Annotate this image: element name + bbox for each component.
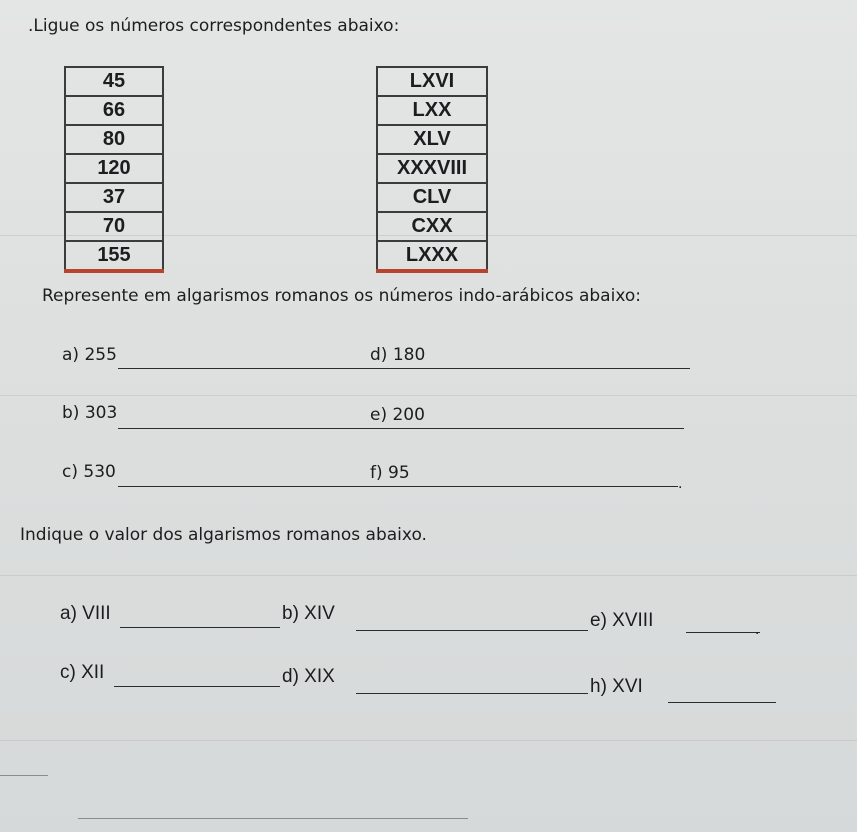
number-cell: 37 xyxy=(65,183,163,212)
table-row xyxy=(65,212,487,241)
number-cell: 45 xyxy=(65,67,163,96)
table-row xyxy=(65,241,487,271)
paper-fold xyxy=(0,575,857,576)
table-row xyxy=(65,154,487,183)
answer-line[interactable] xyxy=(118,486,678,487)
answer-line[interactable] xyxy=(686,632,760,633)
roman-cell: XXXVIII xyxy=(377,154,487,183)
instruction-connect: .Ligue os números correspondentes abaixo: xyxy=(28,16,400,36)
number-cell: 120 xyxy=(65,154,163,183)
question-item: a) 255 xyxy=(62,345,117,365)
answer-line[interactable] xyxy=(356,693,588,694)
question-item: c) 530 xyxy=(62,462,116,482)
roman-cell: CLV xyxy=(377,183,487,212)
bottom-line xyxy=(78,818,468,819)
question-item: e) 200 xyxy=(370,405,425,425)
answer-line[interactable] xyxy=(114,686,280,687)
number-cell: 66 xyxy=(65,96,163,125)
table-row xyxy=(65,67,487,96)
roman-cell: XLV xyxy=(377,125,487,154)
paper-fold xyxy=(0,740,857,741)
roman-cell: LXX xyxy=(377,96,487,125)
question-item: d) 180 xyxy=(370,345,426,365)
instruction-indicate: Indique o valor dos algarismos romanos abaixo. xyxy=(20,525,427,545)
question-item: b) XIV xyxy=(282,603,335,624)
paper-fold xyxy=(0,395,857,396)
question-item: c) XII xyxy=(60,662,105,683)
roman-cell: LXVI xyxy=(377,67,487,96)
instruction-represent: Represente em algarismos romanos os números indo-arábicos abaixo: xyxy=(42,286,641,306)
answer-line[interactable] xyxy=(118,368,690,369)
question-item: e) XVIII xyxy=(590,610,654,631)
number-cell: 80 xyxy=(65,125,163,154)
table-row xyxy=(65,183,487,212)
question-item: f) 95 xyxy=(370,463,410,483)
matching-table xyxy=(64,66,488,273)
answer-line[interactable] xyxy=(118,428,684,429)
number-cell: 70 xyxy=(65,212,163,241)
edge-line xyxy=(0,775,48,776)
roman-cell: LXXX xyxy=(377,241,487,271)
answer-line[interactable] xyxy=(356,630,588,631)
question-item: b) 303 xyxy=(62,403,118,423)
answer-line[interactable] xyxy=(120,627,280,628)
answer-line[interactable] xyxy=(668,702,776,703)
table-row xyxy=(65,96,487,125)
question-item: a) VIII xyxy=(60,603,111,624)
question-item: d) XIX xyxy=(282,666,335,687)
number-cell: 155 xyxy=(65,241,163,271)
roman-cell: CXX xyxy=(377,212,487,241)
table-row xyxy=(65,125,487,154)
question-item: h) XVI xyxy=(590,676,643,697)
